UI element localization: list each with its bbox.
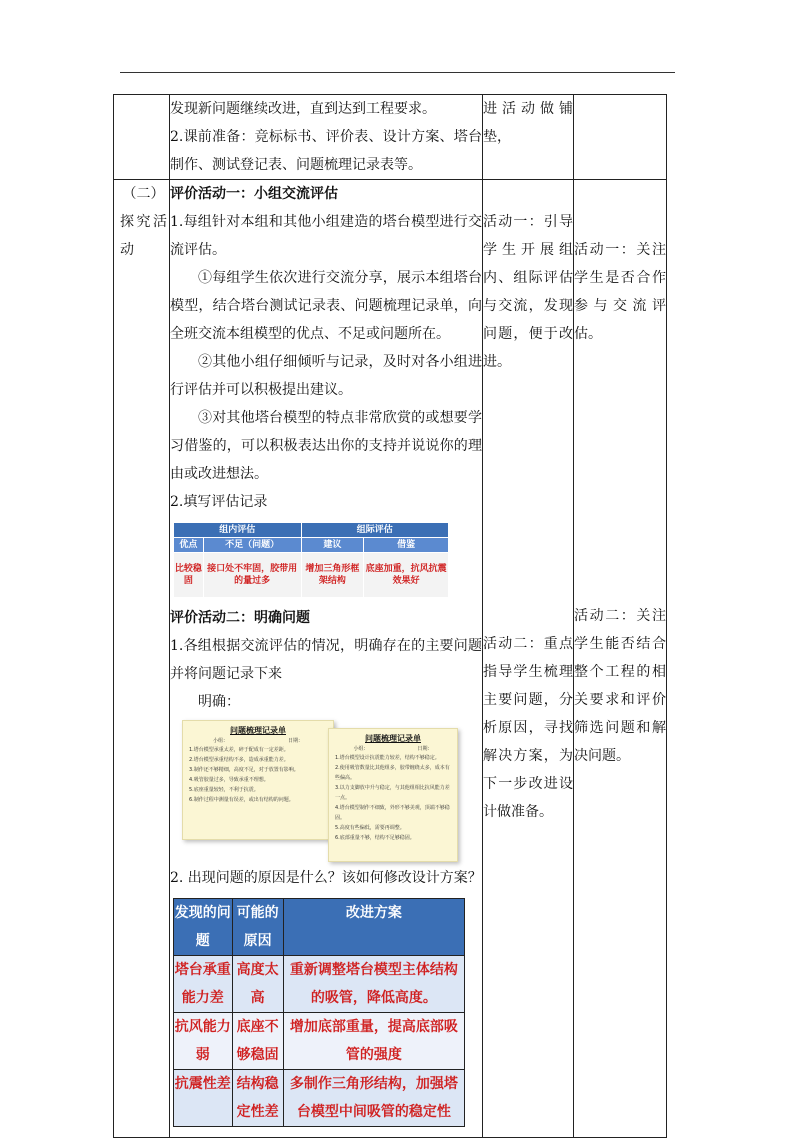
column-header: 优点 [174, 538, 204, 553]
content-cell [170, 180, 483, 1138]
note-line: 4.吸管胶量过多，导致承重不理想。 [189, 777, 269, 783]
paragraph: 活动二：关注学生能否结合整个工程的相关要求和评价筛选问题和解决问题。 [574, 608, 666, 764]
stage-cell [114, 180, 170, 1138]
note-field: 小组： [212, 738, 228, 744]
teacher-cell [483, 180, 574, 1138]
note-line: 3.制作还不够精细，高度不足，对于放置有影响。 [189, 767, 299, 773]
problem-record-notes [182, 720, 467, 860]
group-header: 组内评估 [174, 523, 302, 538]
note-line: 5.底座重量较轻，不利于抗震。 [189, 787, 259, 793]
table-cell: 增加三角形框架结构 [301, 553, 364, 598]
column-header: 建议 [301, 538, 364, 553]
note-title: 问题梳理记录单 [230, 726, 286, 735]
table-row [114, 95, 667, 180]
table-cell: 接口处不牢固，胶带用的量过多 [203, 553, 301, 598]
stage-title: 探究活动 [120, 214, 167, 258]
paragraph: ③对其他塔台模型的特点非常欣赏的或想要学习借鉴的，可以积极表达出你的支持并说说你的理由或改进想法。 [170, 410, 482, 482]
problem-record-note [182, 720, 334, 840]
content-cell [170, 95, 483, 180]
table-cell: 比较稳固 [174, 553, 204, 598]
note-line: 5.高度有些偏低，需要再调整。 [335, 825, 405, 831]
table-cell: 结构稳定性差 [232, 1070, 283, 1127]
table-cell: 塔台承重能力差 [174, 956, 233, 1013]
teacher-cell [483, 95, 574, 180]
paragraph: 明确： [198, 694, 240, 710]
column-header: 改进方案 [283, 899, 464, 956]
column-header: 可能的原因 [232, 899, 283, 956]
table-cell: 高度太高 [232, 956, 283, 1013]
table-cell: 重新调整塔台模型主体结构的吸管，降低高度。 [283, 956, 464, 1013]
evaluation-cell [574, 180, 667, 1138]
paragraph: 1.各组根据交流评估的情况，明确存在的主要问题并将问题记录下来 [170, 638, 482, 682]
table-cell: 抗风能力弱 [174, 1013, 233, 1070]
problem-record-note [328, 728, 458, 862]
paragraph: ②其他小组仔细倾听与记录，及时对各小组进行评估并可以积极提出建议。 [170, 354, 482, 398]
group-header: 组际评估 [301, 523, 448, 538]
note-line: 1.塔台模型设计抗震能力较差，结构不够稳定。 [335, 755, 440, 761]
header-rule [120, 72, 675, 73]
paragraph: 2.填写评估记录 [170, 494, 268, 510]
note-line: 3.以力支脚放中升与稳定，与其他组相比抗风能力差一点。 [335, 785, 450, 801]
note-field: 日期： [417, 746, 433, 752]
note-line: 2.使用吸管数量比其他组多，胶带缠绕太多，成本有些偏高。 [335, 765, 450, 781]
paragraph: 2. 出现问题的原因是什么？该如何修改设计方案？ [170, 870, 482, 886]
note-line: 6.制作过程中测量有误差，或出有结构的问题。 [189, 797, 294, 803]
evaluation-cell [574, 95, 667, 180]
note-field: 日期： [287, 738, 303, 744]
paragraph: 活动二：重点指导学生梳理主要问题，分析原因，寻找解决方案，为下一步改进设计做准备。 [483, 636, 573, 820]
paragraph: 1.每组针对本组和其他小组建造的塔台模型进行交流评估。 [170, 214, 482, 258]
paragraph: 2.课前准备：竞标标书、评价表、设计方案、塔台制作、测试登记表、问题梳理记录表等。 [170, 129, 482, 173]
paragraph: 发现新问题继续改进，直到达到工程要求。 [170, 101, 436, 117]
note-title: 问题梳理记录单 [365, 734, 421, 743]
note-line: 2.塔台模型承重结构不多，造成承重能力差。 [189, 757, 289, 763]
activity-title: 评价活动二：明确问题 [170, 610, 310, 626]
note-field: 小组： [353, 746, 369, 752]
table-cell: 多制作三角形结构，加强塔台模型中间吸管的稳定性 [283, 1070, 464, 1127]
stage-cell [114, 95, 170, 180]
paragraph: ①每组学生依次进行交流分享，展示本组塔台模型，结合塔台测试记录表、问题梳理记录单，向全班交流本组模型的优点、不足或问题所在。 [170, 270, 482, 342]
activity-title: 评价活动一：小组交流评估 [170, 186, 338, 202]
table-cell: 抗震性差 [174, 1070, 233, 1127]
column-header: 借鉴 [364, 538, 449, 553]
column-header: 不足（问题） [203, 538, 301, 553]
evaluation-record-table [173, 522, 449, 598]
cause-solution-table [173, 898, 465, 1127]
stage-number: （二） [122, 186, 165, 202]
table-cell: 底座加重，抗风抗震效果好 [364, 553, 449, 598]
note-line: 6.底部重量不够，结构不足够稳固。 [335, 835, 415, 841]
paragraph: 活动一：引导学生开展组内、组际评估与交流，发现问题，便于改进。 [483, 214, 573, 370]
note-line: 4.塔台模型制作不细致，外形不够美观，顶端不够稳固。 [335, 805, 450, 821]
paragraph: 活动一：关注学生是否合作参与交流评估。 [574, 242, 666, 342]
table-cell: 增加底部重量，提高底部吸管的强度 [283, 1013, 464, 1070]
column-header: 发现的问题 [174, 899, 233, 956]
paragraph: 进活动做铺垫， [483, 101, 573, 145]
note-line: 1.塔台模型承重太差，碎于配成有一定差距。 [189, 747, 289, 753]
lesson-plan-table [113, 94, 667, 1138]
table-cell: 底座不够稳固 [232, 1013, 283, 1070]
table-row [114, 180, 667, 1138]
